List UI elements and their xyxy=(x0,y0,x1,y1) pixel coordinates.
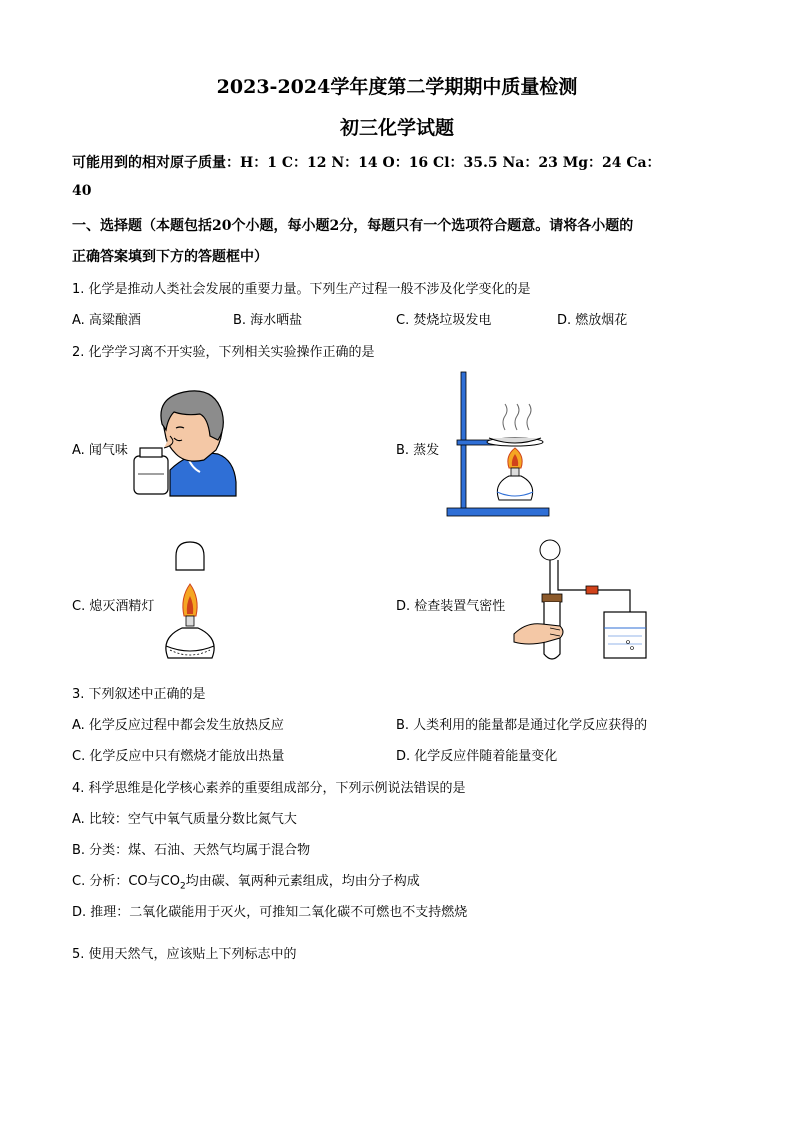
exam-title: 2023-2024学年度第二学期期中质量检测 xyxy=(216,76,578,98)
question-4-option-a: A. 比较：空气中氧气质量分数比氮气大 xyxy=(72,812,297,827)
evaporation-apparatus-illustration xyxy=(445,370,555,520)
question-2-option-c: C. 熄灭酒精灯 xyxy=(72,599,155,614)
atomic-mass-line-2: 40 xyxy=(72,183,92,199)
question-1-option-a: A. 高粱酿酒 xyxy=(72,313,141,328)
question-4-option-c-prefix: C. 分析：CO与CO xyxy=(72,874,180,889)
question-1-stem: 1. 化学是推动人类社会发展的重要力量。下列生产过程一般不涉及化学变化的是 xyxy=(72,282,531,297)
question-4-option-c-suffix: 均由碳、氧两种元素组成，均由分子构成 xyxy=(185,874,420,889)
section-heading-line-1: 一、选择题（本题包括20个小题，每小题2分，每题只有一个选项符合题意。请将各小题的 xyxy=(72,218,634,234)
question-1-option-c: C. 焚烧垃圾发电 xyxy=(396,313,492,328)
question-1-option-d: D. 燃放烟花 xyxy=(557,313,628,328)
question-2-option-b: B. 蒸发 xyxy=(396,443,440,458)
atomic-mass-line-1: 可能用到的相对原子质量：H：1 C：12 N：14 O：16 Cl：35.5 Na：23 Mg：24 Ca： xyxy=(72,155,661,171)
section-heading-line-2: 正确答案填到下方的答题框中） xyxy=(72,249,268,265)
smell-gas-illustration xyxy=(130,388,240,500)
exam-subtitle: 初三化学试题 xyxy=(339,117,454,139)
airtightness-check-illustration xyxy=(512,538,652,666)
question-4-option-d: D. 推理：二氧化碳能用于灭火，可推知二氧化碳不可燃也不支持燃烧 xyxy=(72,905,468,920)
question-1-option-b: B. 海水晒盐 xyxy=(233,313,303,328)
question-3-option-b: B. 人类利用的能量都是通过化学反应获得的 xyxy=(396,718,648,733)
question-4-option-c xyxy=(72,870,420,892)
question-4-option-b: B. 分类：煤、石油、天然气均属于混合物 xyxy=(72,843,311,858)
question-5-stem: 5. 使用天然气，应该贴上下列标志中的 xyxy=(72,947,297,962)
question-2-stem: 2. 化学学习离不开实验，下列相关实验操作正确的是 xyxy=(72,345,375,360)
question-3-stem: 3. 下列叙述中正确的是 xyxy=(72,687,206,702)
question-3-option-d: D. 化学反应伴随着能量变化 xyxy=(396,749,558,764)
question-4-stem: 4. 科学思维是化学核心素养的重要组成部分，下列示例说法错误的是 xyxy=(72,781,466,796)
co2-subscript: 2 xyxy=(179,881,186,892)
question-3-option-a: A. 化学反应过程中都会发生放热反应 xyxy=(72,718,284,733)
question-2-option-d: D. 检查装置气密性 xyxy=(396,599,506,614)
extinguish-alcohol-lamp-illustration xyxy=(160,540,220,668)
question-2-option-a: A. 闻气味 xyxy=(72,443,128,458)
question-3-option-c: C. 化学反应中只有燃烧才能放出热量 xyxy=(72,749,285,764)
